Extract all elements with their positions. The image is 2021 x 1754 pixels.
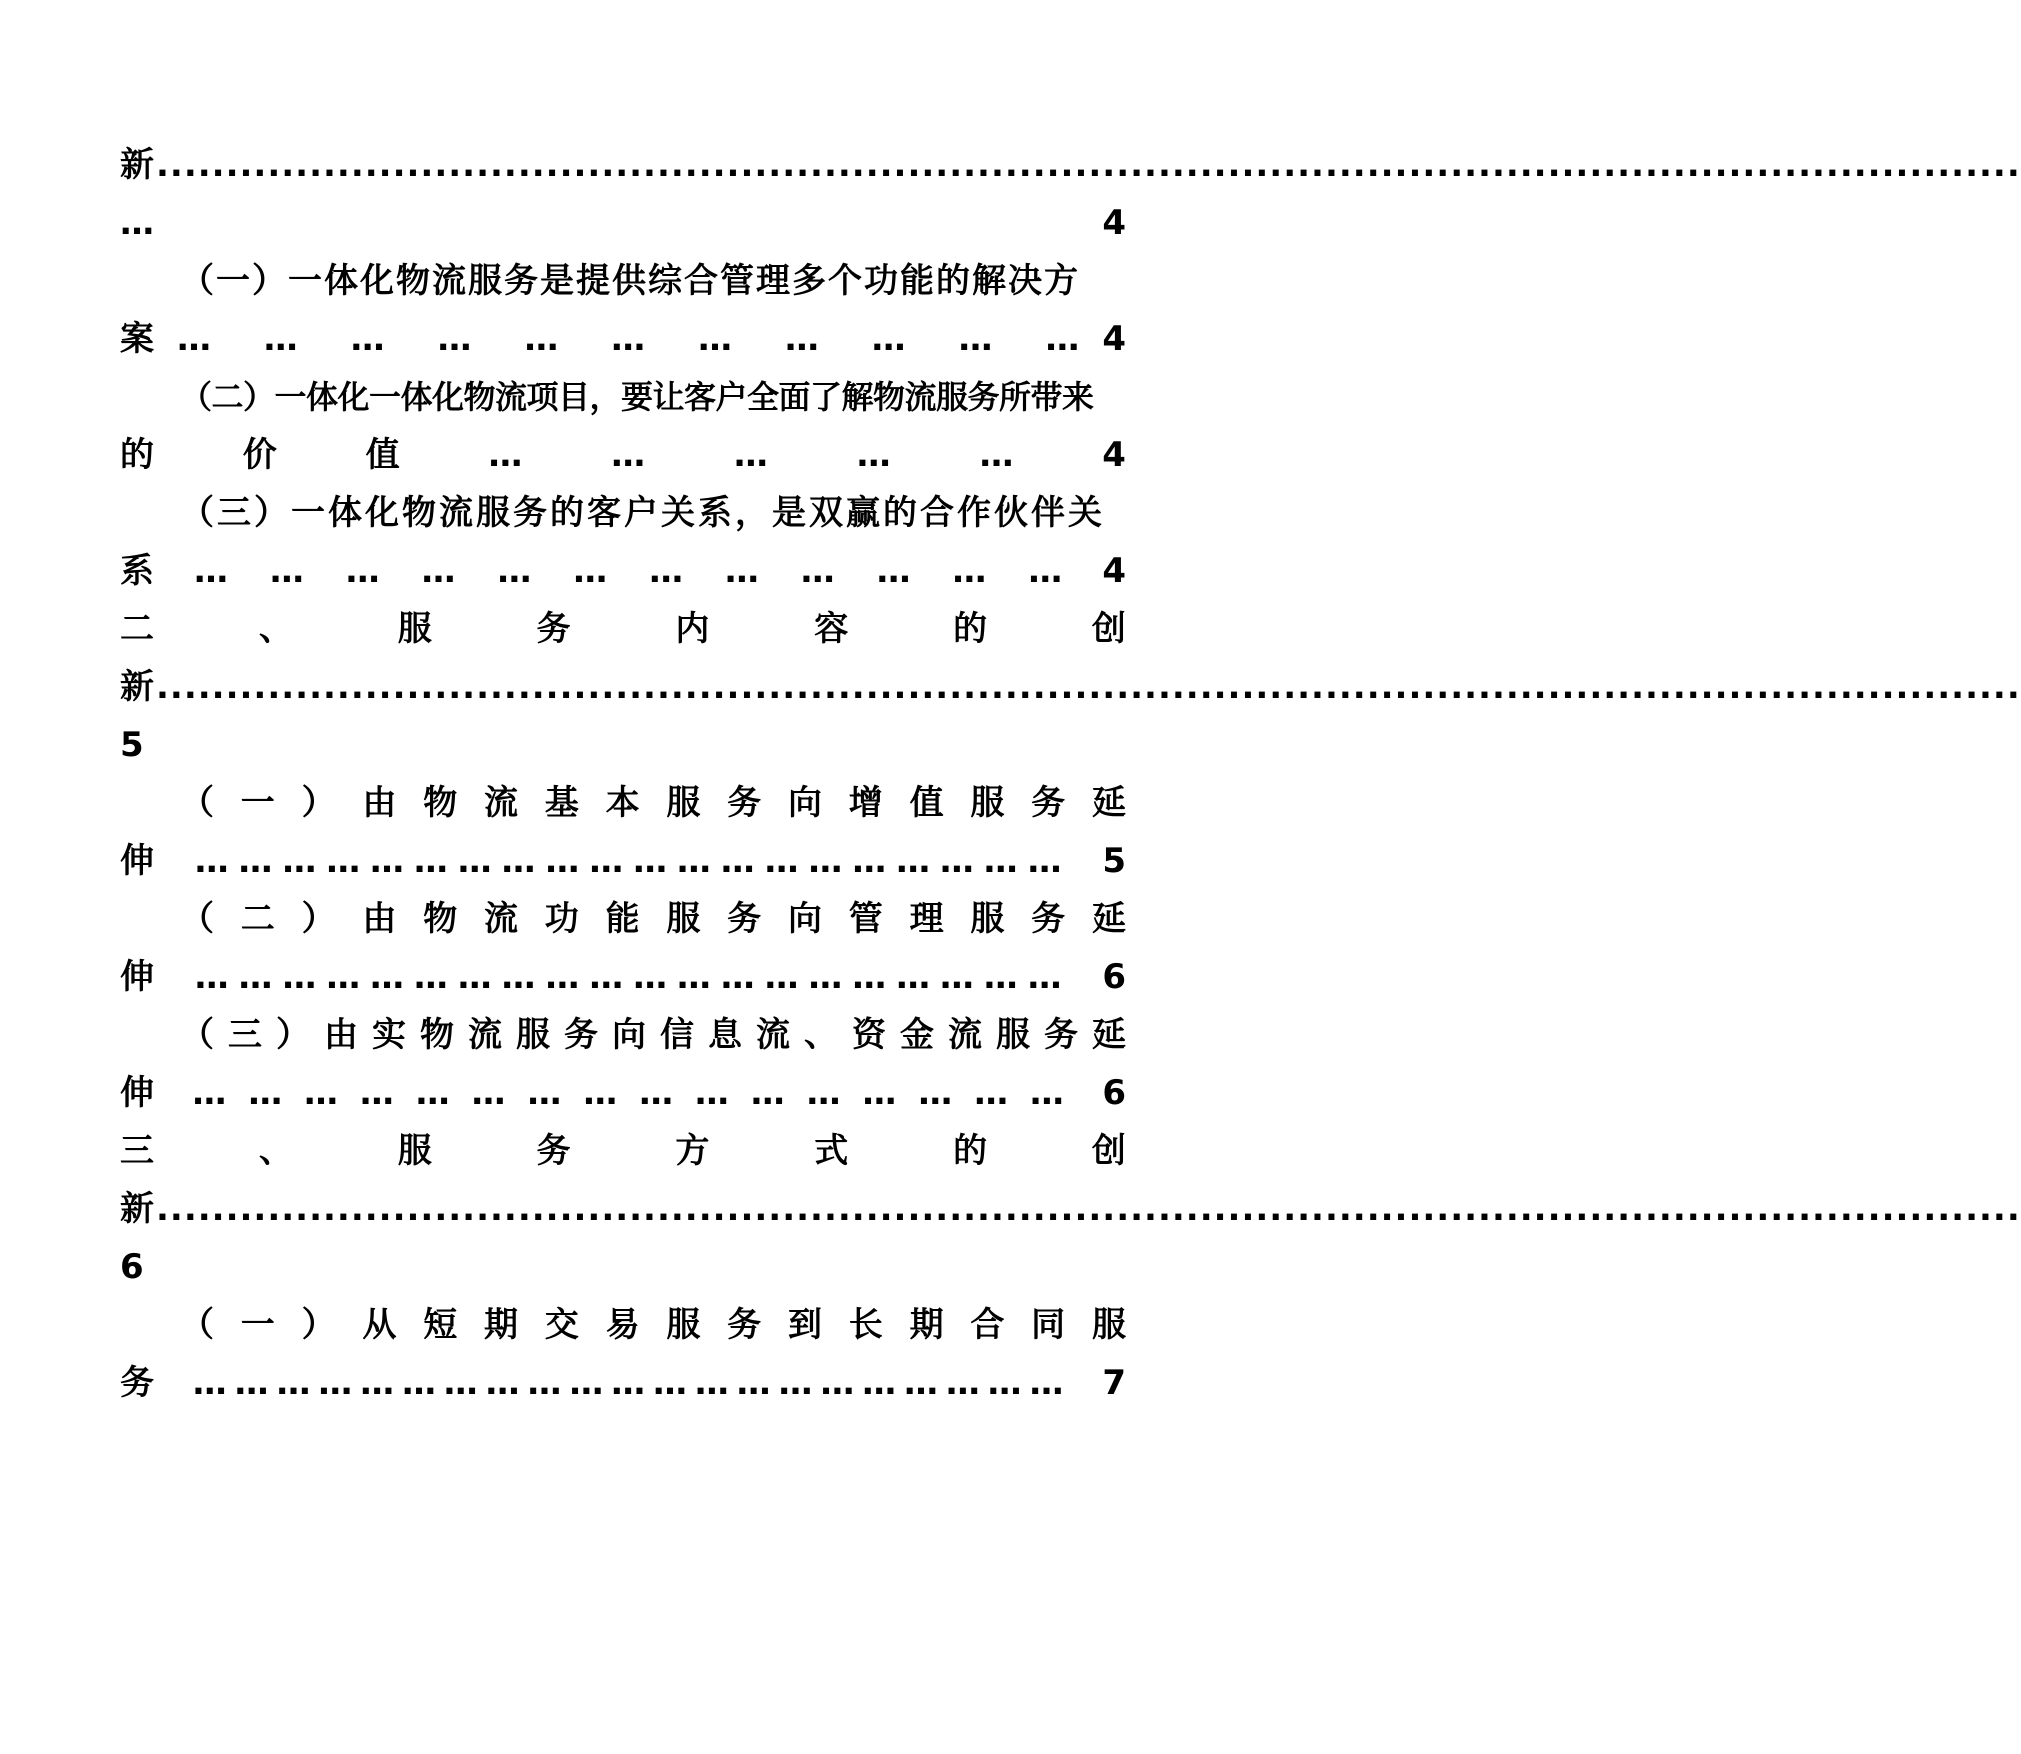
toc-char: 服 (516, 1015, 550, 1055)
toc-char: ） (301, 1305, 336, 1345)
toc-leader-dots: … (733, 435, 768, 475)
toc-char: 功 (544, 899, 579, 939)
toc-char: 内 (675, 609, 710, 649)
toc-line-15 (120, 955, 1126, 999)
toc-char: 流 (483, 899, 518, 939)
toc-line-1 (120, 143, 2021, 187)
toc-char: （ (180, 783, 214, 823)
toc-char: 服 (397, 609, 432, 649)
toc-text: 案 (120, 319, 154, 359)
toc-char: 服 (996, 1015, 1030, 1055)
toc-line-14 (180, 897, 1126, 941)
toc-text: 新 (120, 145, 154, 185)
toc-char: 的 (953, 609, 988, 649)
toc-char: 向 (787, 899, 822, 939)
toc-char: 短 (423, 1305, 458, 1345)
toc-line-16 (180, 1013, 1126, 1057)
toc-entry-title: （三）一体化物流服务的客户关系，是双赢的合作伙伴关 (180, 493, 1105, 533)
toc-char: 从 (362, 1305, 397, 1345)
toc-char: 服 (970, 899, 1005, 939)
toc-text: 系 (120, 551, 154, 591)
toc-char: 理 (909, 899, 944, 939)
toc-char: 物 (423, 783, 458, 823)
toc-line-22 (120, 1361, 1126, 1405)
toc-char: 值 (909, 783, 944, 823)
toc-char: 延 (1091, 783, 1126, 823)
toc-text: 的 (120, 435, 154, 475)
toc-line-6 (120, 433, 1126, 477)
toc-page-number: 4 (1102, 435, 1126, 475)
toc-page-number: 6 (1102, 1073, 1126, 1113)
toc-char: 服 (666, 899, 701, 939)
toc-text: 新 (120, 1189, 154, 1229)
toc-char: 期 (909, 1305, 944, 1345)
toc-page-number: 5 (120, 725, 144, 765)
toc-leader-dots: … … … … … … … … … … … … … … … … … … … … (194, 841, 1062, 881)
toc-leader-dots: … (856, 435, 891, 475)
toc-char: 务 (1031, 783, 1066, 823)
toc-char: 二 (120, 609, 154, 649)
toc-line-19 (120, 1187, 2021, 1231)
toc-char: 由 (324, 1015, 358, 1055)
toc-line-10 (120, 665, 2021, 709)
toc-char: 信 (660, 1015, 694, 1055)
toc-char: 流 (468, 1015, 502, 1055)
toc-char: 的 (953, 1131, 988, 1171)
toc-char: 到 (787, 1305, 822, 1345)
toc-text: 伸 (120, 957, 154, 997)
toc-entry-title: （一）一体化物流服务是提供综合管理多个功能的解决方 (180, 261, 1080, 301)
toc-leader-dots: … (120, 203, 154, 243)
toc-char: 创 (1091, 609, 1126, 649)
toc-leader-dots: … (979, 435, 1014, 475)
toc-page-number: 6 (1102, 957, 1126, 997)
toc-char: （ (180, 899, 214, 939)
toc-char: 务 (564, 1015, 598, 1055)
toc-char: 服 (666, 1305, 701, 1345)
toc-char: 创 (1091, 1131, 1126, 1171)
toc-char: 实 (372, 1015, 406, 1055)
toc-char: 延 (1092, 1015, 1126, 1055)
toc-line-12 (180, 781, 1126, 825)
toc-line-4 (120, 317, 1126, 361)
toc-char: 务 (536, 609, 571, 649)
toc-char: 式 (814, 1131, 849, 1171)
toc-text: 价 (242, 435, 277, 475)
toc-page-number: 4 (1102, 203, 1126, 243)
toc-char: 合 (970, 1305, 1005, 1345)
toc-leader-dots: … … … … … … … … … … … (176, 319, 1080, 359)
toc-char: 、 (258, 609, 293, 649)
toc-line-13 (120, 839, 1126, 883)
toc-char: 、 (258, 1131, 293, 1171)
toc-char: 本 (605, 783, 640, 823)
toc-leader-dots: … … … … … … … … … … … … … … … … … … … … (194, 957, 1062, 997)
toc-char: 金 (900, 1015, 934, 1055)
toc-char: 能 (605, 899, 640, 939)
toc-text: 务 (120, 1363, 154, 1403)
toc-line-2 (120, 201, 1126, 245)
toc-char: （ (180, 1305, 214, 1345)
toc-char: 方 (675, 1131, 710, 1171)
toc-page-number: 6 (120, 1247, 144, 1287)
toc-leader-dots: ...................................................................................................................................... (156, 145, 2021, 185)
toc-char: 二 (240, 899, 275, 939)
toc-char: 务 (1031, 899, 1066, 939)
toc-char: 三 (120, 1131, 154, 1171)
toc-char: 资 (852, 1015, 886, 1055)
toc-char: 易 (605, 1305, 640, 1345)
toc-char: 、 (804, 1015, 838, 1055)
toc-char: 服 (1091, 1305, 1126, 1345)
toc-char: 长 (848, 1305, 883, 1345)
toc-text: 值 (365, 435, 400, 475)
toc-char: 服 (970, 783, 1005, 823)
toc-char: 务 (727, 783, 762, 823)
toc-line-21 (180, 1303, 1126, 1347)
toc-char: 延 (1091, 899, 1126, 939)
toc-char: 容 (814, 609, 849, 649)
toc-entry-title: （二）一体化一体化物流项目，要让客户全面了解物流服务所带来 (180, 378, 1094, 416)
toc-text: 伸 (120, 841, 154, 881)
toc-char: 由 (362, 899, 397, 939)
toc-leader-dots: … … … … … … … … … … … … (194, 551, 1063, 591)
toc-line-17 (120, 1071, 1126, 1115)
toc-char: 息 (708, 1015, 742, 1055)
toc-char: 务 (727, 1305, 762, 1345)
toc-char: ） (301, 899, 336, 939)
toc-leader-dots: … (488, 435, 523, 475)
toc-page-number: 4 (1102, 319, 1126, 359)
toc-char: 增 (848, 783, 883, 823)
toc-char: 一 (240, 1305, 275, 1345)
toc-leader-dots: ...................................................................................................................................... (156, 667, 2021, 707)
toc-char: 服 (666, 783, 701, 823)
toc-char: 向 (787, 783, 822, 823)
toc-char: 务 (1044, 1015, 1078, 1055)
toc-char: 务 (536, 1131, 571, 1171)
toc-char: ） (301, 783, 336, 823)
toc-char: 管 (848, 899, 883, 939)
toc-leader-dots: ...................................................................................................................................... (156, 1189, 2021, 1229)
toc-char: 流 (483, 783, 518, 823)
toc-text: 新 (120, 667, 154, 707)
toc-leader-dots: … … … … … … … … … … … … … … … … … … … … … (192, 1363, 1064, 1403)
toc-leader-dots: … (611, 435, 646, 475)
toc-line-18 (120, 1129, 1126, 1173)
toc-page-number: 5 (1102, 841, 1126, 881)
toc-page-number: 4 (1102, 551, 1126, 591)
toc-line-9 (120, 607, 1126, 651)
toc-char: 服 (397, 1131, 432, 1171)
toc-char: ） (276, 1015, 310, 1055)
toc-leader-dots: … … … … … … … … … … … … … … … … (192, 1073, 1064, 1113)
toc-char: 向 (612, 1015, 646, 1055)
toc-page-number: 7 (1102, 1363, 1126, 1403)
toc-char: 期 (483, 1305, 518, 1345)
toc-line-8 (120, 549, 1126, 593)
toc-char: 三 (228, 1015, 262, 1055)
toc-char: 流 (948, 1015, 982, 1055)
toc-text: 伸 (120, 1073, 154, 1113)
toc-char: 流 (756, 1015, 790, 1055)
toc-char: 交 (544, 1305, 579, 1345)
toc-char: 一 (240, 783, 275, 823)
toc-char: 同 (1031, 1305, 1066, 1345)
toc-char: 物 (423, 899, 458, 939)
toc-char: 由 (362, 783, 397, 823)
toc-char: 物 (420, 1015, 454, 1055)
toc-char: 基 (544, 783, 579, 823)
toc-char: 务 (727, 899, 762, 939)
toc-char: （ (180, 1015, 214, 1055)
